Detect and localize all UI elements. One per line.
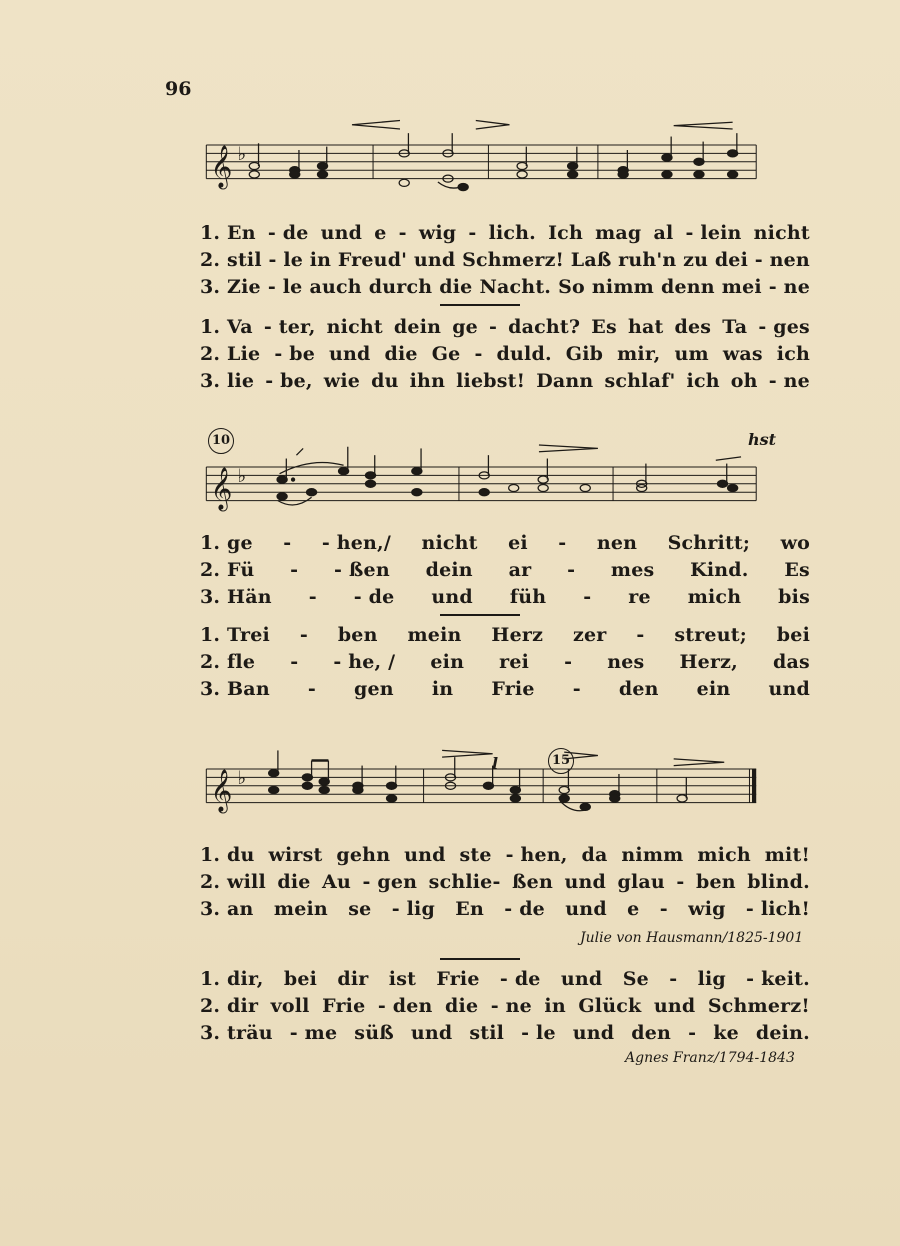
lyric-syllable: Ich xyxy=(548,222,583,244)
lyric-syllable: ar xyxy=(508,559,532,581)
lyric-syllable: - ne xyxy=(490,995,532,1017)
lyric-syllable: mei xyxy=(721,276,762,298)
lyric-syllable: 3. träu xyxy=(200,1022,273,1044)
lyric-syllable: dir xyxy=(337,968,369,990)
lyric-syllable: streut; xyxy=(674,624,747,646)
lyric-line xyxy=(200,869,810,896)
svg-text:𝄞: 𝄞 xyxy=(210,466,233,510)
lyric-syllable: - he, / xyxy=(333,651,396,673)
lyric-line xyxy=(200,274,810,301)
lyric-line xyxy=(200,622,810,649)
lyric-syllable: mich xyxy=(687,586,742,608)
lyric-syllable: 1. Trei xyxy=(200,624,270,646)
breath-mark-hst: hst xyxy=(748,430,777,449)
svg-text:𝄞: 𝄞 xyxy=(210,144,233,188)
lyric-line xyxy=(200,530,810,557)
lyric-syllable: - ne xyxy=(768,370,810,392)
lyric-syllable: - lein xyxy=(685,222,742,244)
lyric-syllable: Ge xyxy=(431,343,461,365)
lyric-syllable: und xyxy=(320,222,363,244)
lyric-syllable: 2. dir xyxy=(200,995,259,1017)
page-number: 96 xyxy=(165,78,192,100)
lyric-syllable: - den xyxy=(377,995,433,1017)
lyric-syllable: süß xyxy=(354,1022,394,1044)
lyric-syllable: Nacht. xyxy=(479,276,552,298)
lyric-syllable: um xyxy=(674,343,709,365)
lyric-syllable: - keit. xyxy=(746,968,810,990)
lyrics-block-2a xyxy=(200,530,810,611)
music-staff-2 xyxy=(150,440,810,520)
svg-text:♭: ♭ xyxy=(237,768,247,790)
lyric-line xyxy=(200,1020,810,1047)
lyric-line xyxy=(200,368,810,395)
lyric-syllable: 1. En xyxy=(200,222,256,244)
lyric-syllable: - gen xyxy=(362,871,418,893)
lyric-syllable: - hen, xyxy=(505,844,568,866)
lyrics-block-3a xyxy=(200,842,810,923)
lyric-syllable: ihn xyxy=(409,370,446,392)
lyrics-block-2b xyxy=(200,622,810,703)
measure-number-10: 10 xyxy=(208,428,234,454)
lyric-syllable: - ter, xyxy=(263,316,316,338)
lyric-syllable: Dann xyxy=(536,370,594,392)
lyric-syllable: wig xyxy=(418,222,457,244)
lyric-syllable: dein xyxy=(393,316,442,338)
lyric-syllable: Gib xyxy=(565,343,604,365)
lyric-syllable: - xyxy=(688,1022,697,1044)
lyric-syllable: - xyxy=(468,222,477,244)
lyric-syllable: glau xyxy=(617,871,665,893)
lyric-syllable: Schritt; xyxy=(667,532,751,554)
lyric-syllable: die xyxy=(439,276,473,298)
lyric-syllable: nicht xyxy=(326,316,383,338)
lyric-syllable: die xyxy=(384,343,418,365)
lyric-syllable: nimm xyxy=(591,276,654,298)
lyric-syllable: Ta xyxy=(722,316,748,338)
lyrics-block-3b xyxy=(200,966,810,1047)
lyric-syllable: die xyxy=(445,995,479,1017)
lyric-syllable: dein. xyxy=(755,1022,810,1044)
lyric-syllable: re xyxy=(628,586,651,608)
verse-divider xyxy=(440,614,520,616)
lyric-syllable: 1. du xyxy=(200,844,255,866)
svg-text:♭: ♭ xyxy=(237,144,247,166)
lyric-syllable: e xyxy=(374,222,387,244)
lyric-syllable: - le xyxy=(267,276,303,298)
lyric-syllable: 2. will xyxy=(200,871,266,893)
lyric-syllable: Es xyxy=(784,559,810,581)
lyric-syllable: - xyxy=(567,559,576,581)
lyric-syllable: gehn xyxy=(336,844,391,866)
lyric-syllable: Frie xyxy=(322,995,366,1017)
lyric-syllable: ein xyxy=(430,651,465,673)
lyric-syllable: - le xyxy=(521,1022,556,1044)
lyric-syllable: schlie- xyxy=(428,871,501,893)
lyric-syllable: - xyxy=(564,651,573,673)
lyric-syllable: wo xyxy=(780,532,810,554)
lyric-syllable: ste xyxy=(459,844,492,866)
lyric-syllable: lich. xyxy=(488,222,536,244)
lyric-syllable: - de xyxy=(499,968,541,990)
lyric-syllable: dacht? xyxy=(508,316,581,338)
lyric-syllable: - xyxy=(583,586,592,608)
lyric-line xyxy=(200,676,810,703)
lyric-syllable: - de xyxy=(267,222,309,244)
lyric-syllable: Herz xyxy=(491,624,544,646)
lyric-syllable: ich xyxy=(686,370,720,392)
lyric-syllable: 2. stil xyxy=(200,249,262,271)
lyric-syllable: Glück xyxy=(578,995,642,1017)
lyric-syllable: 1. Va xyxy=(200,316,253,338)
measure-number-15: 15 xyxy=(548,748,574,774)
lyric-syllable: gen xyxy=(354,678,394,700)
lyric-syllable: 3. Zie xyxy=(200,276,261,298)
lyric-syllable: ist xyxy=(388,968,417,990)
lyric-syllable: mich xyxy=(697,844,751,866)
lyric-syllable: das xyxy=(773,651,810,673)
lyric-syllable: nimm xyxy=(621,844,684,866)
lyric-syllable: - xyxy=(283,532,292,554)
lyric-line xyxy=(200,993,810,1020)
lyric-syllable: Kind. xyxy=(690,559,749,581)
author-attribution: Agnes Franz/1794-1843 xyxy=(625,1050,795,1066)
lyric-syllable: So xyxy=(558,276,585,298)
lyrics-block-1b xyxy=(200,314,810,395)
lyric-syllable: Schmerz! xyxy=(462,249,565,271)
lyric-syllable: stil xyxy=(469,1022,505,1044)
lyric-syllable: und xyxy=(410,1022,453,1044)
lyric-syllable: mag xyxy=(595,222,642,244)
lyric-syllable: den xyxy=(618,678,659,700)
lyric-syllable: - xyxy=(290,651,299,673)
lyric-syllable: ke xyxy=(713,1022,739,1044)
lyric-syllable: mes xyxy=(610,559,655,581)
lyric-line xyxy=(200,341,810,368)
lyric-syllable: schlaf' xyxy=(604,370,676,392)
lyric-syllable: - de xyxy=(504,898,545,920)
lyric-syllable: - le xyxy=(268,249,304,271)
lyric-syllable: - ßen xyxy=(334,559,390,581)
lyric-syllable: 1. dir, xyxy=(200,968,264,990)
lyric-syllable: Frie xyxy=(491,678,535,700)
lyric-syllable: Schmerz! xyxy=(707,995,810,1017)
lyric-syllable: und xyxy=(413,249,456,271)
lyric-syllable: ich xyxy=(776,343,810,365)
lyric-syllable: - xyxy=(474,343,483,365)
lyric-syllable: hat xyxy=(627,316,664,338)
lyric-syllable: - xyxy=(636,624,645,646)
lyric-syllable: - xyxy=(290,559,299,581)
lyric-syllable: und xyxy=(572,1022,615,1044)
lyric-syllable: und xyxy=(404,844,446,866)
lyric-syllable: den xyxy=(631,1022,672,1044)
lyric-line xyxy=(200,557,810,584)
lyric-syllable: bei xyxy=(776,624,810,646)
lyric-syllable: durch xyxy=(368,276,433,298)
lyric-syllable: - xyxy=(308,586,317,608)
lyric-syllable: und xyxy=(653,995,696,1017)
lyrics-block-1a xyxy=(200,220,810,301)
lyric-syllable: mit! xyxy=(764,844,810,866)
lyric-syllable: die xyxy=(277,871,311,893)
lyric-syllable: 2. Fü xyxy=(200,559,255,581)
lyric-syllable: denn xyxy=(660,276,715,298)
lyric-line xyxy=(200,584,810,611)
lyric-line xyxy=(200,247,810,274)
lyric-syllable: dei xyxy=(714,249,749,271)
lyric-syllable: - be, xyxy=(265,370,313,392)
lyric-syllable: al xyxy=(653,222,674,244)
lyric-syllable: Laß xyxy=(570,249,612,271)
lyric-syllable: ruh'n xyxy=(618,249,677,271)
lyric-syllable: 3. Ban xyxy=(200,678,270,700)
lyric-syllable: - ges xyxy=(758,316,810,338)
lyric-syllable: - xyxy=(299,624,308,646)
lyric-syllable: du xyxy=(371,370,399,392)
lyric-syllable: da xyxy=(581,844,608,866)
lyric-syllable: 2. Lie xyxy=(200,343,261,365)
lyric-syllable: ein xyxy=(696,678,731,700)
lyric-syllable: füh xyxy=(509,586,547,608)
lyric-syllable: dein xyxy=(425,559,473,581)
lyric-line xyxy=(200,649,810,676)
lyric-syllable: ßen xyxy=(512,871,553,893)
lyric-syllable: zu xyxy=(683,249,709,271)
lyric-syllable: - xyxy=(398,222,407,244)
lyric-syllable: voll xyxy=(270,995,310,1017)
lyric-syllable: in xyxy=(431,678,454,700)
lyric-syllable: bei xyxy=(283,968,318,990)
lyric-syllable: - xyxy=(489,316,498,338)
music-staff-1 xyxy=(150,118,810,198)
lyric-syllable: und xyxy=(768,678,810,700)
lyric-syllable: und xyxy=(565,898,607,920)
lyric-syllable: - xyxy=(307,678,316,700)
lyric-syllable: e xyxy=(627,898,640,920)
lyric-syllable: liebst! xyxy=(456,370,526,392)
lyric-syllable: rei xyxy=(499,651,530,673)
lyric-syllable: mein xyxy=(273,898,328,920)
verse-divider xyxy=(440,958,520,960)
lyric-syllable: - lich! xyxy=(745,898,810,920)
lyric-syllable: und xyxy=(431,586,473,608)
lyric-syllable: - xyxy=(676,871,685,893)
lyric-syllable: se xyxy=(348,898,372,920)
lyric-syllable: - lig xyxy=(391,898,435,920)
svg-text:𝄞: 𝄞 xyxy=(210,768,233,812)
lyric-syllable: - xyxy=(558,532,567,554)
lyric-syllable: - ne xyxy=(768,276,810,298)
lyric-syllable: 1. ge xyxy=(200,532,253,554)
lyric-syllable: - hen,/ xyxy=(321,532,391,554)
lyric-syllable: Freud' xyxy=(337,249,408,271)
lyric-syllable: wig xyxy=(688,898,726,920)
lyric-syllable: Herz, xyxy=(679,651,738,673)
lyric-syllable: und xyxy=(329,343,371,365)
lyric-syllable: mein xyxy=(407,624,462,646)
lyric-syllable: En xyxy=(455,898,484,920)
lyric-syllable: - de xyxy=(353,586,395,608)
lyric-syllable: und xyxy=(560,968,603,990)
lyric-syllable: oh xyxy=(730,370,758,392)
lyric-syllable: auch xyxy=(309,276,362,298)
lyric-syllable: Se xyxy=(622,968,649,990)
author-attribution: Julie von Hausmann/1825-1901 xyxy=(580,930,804,946)
lyric-syllable: nes xyxy=(607,651,645,673)
lyric-syllable: - nen xyxy=(754,249,810,271)
svg-text:♭: ♭ xyxy=(237,466,247,488)
lyric-syllable: nen xyxy=(596,532,638,554)
lyric-syllable: des xyxy=(674,316,712,338)
lyric-syllable: 2. fle xyxy=(200,651,256,673)
lyric-line xyxy=(200,220,810,247)
lyric-syllable: mir, xyxy=(617,343,661,365)
lyric-syllable: - xyxy=(669,968,678,990)
lyric-syllable: nicht xyxy=(421,532,478,554)
lyric-syllable: - xyxy=(572,678,581,700)
lyric-syllable: Es xyxy=(591,316,617,338)
lyric-syllable: zer xyxy=(572,624,607,646)
lyric-syllable: 3. an xyxy=(200,898,254,920)
lyric-syllable: blind. xyxy=(747,871,810,893)
lyric-line xyxy=(200,966,810,993)
lyric-syllable: in xyxy=(544,995,566,1017)
lyric-syllable: in xyxy=(309,249,332,271)
music-staff-3 xyxy=(150,742,810,822)
lyric-syllable: nicht xyxy=(753,222,810,244)
lyric-syllable: - be xyxy=(274,343,316,365)
lyric-syllable: lig xyxy=(697,968,726,990)
lyric-line xyxy=(200,842,810,869)
lyric-syllable: 3. lie xyxy=(200,370,255,392)
lyric-line xyxy=(200,314,810,341)
lyric-syllable: 3. Hän xyxy=(200,586,272,608)
lyric-syllable: - xyxy=(659,898,668,920)
breath-mark-l: l xyxy=(492,754,499,773)
lyric-syllable: Frie xyxy=(436,968,480,990)
lyric-syllable: ben xyxy=(337,624,378,646)
lyric-syllable: ge xyxy=(452,316,478,338)
lyric-syllable: und xyxy=(564,871,606,893)
lyric-line xyxy=(200,896,810,923)
lyric-syllable: was xyxy=(722,343,763,365)
lyric-syllable: Au xyxy=(322,871,351,893)
lyric-syllable: ben xyxy=(695,871,736,893)
lyric-syllable: bis xyxy=(778,586,810,608)
verse-divider xyxy=(440,304,520,306)
lyric-syllable: ei xyxy=(508,532,528,554)
lyric-syllable: - me xyxy=(289,1022,338,1044)
lyric-syllable: duld. xyxy=(496,343,552,365)
lyric-syllable: wie xyxy=(323,370,361,392)
lyric-syllable: wirst xyxy=(268,844,323,866)
